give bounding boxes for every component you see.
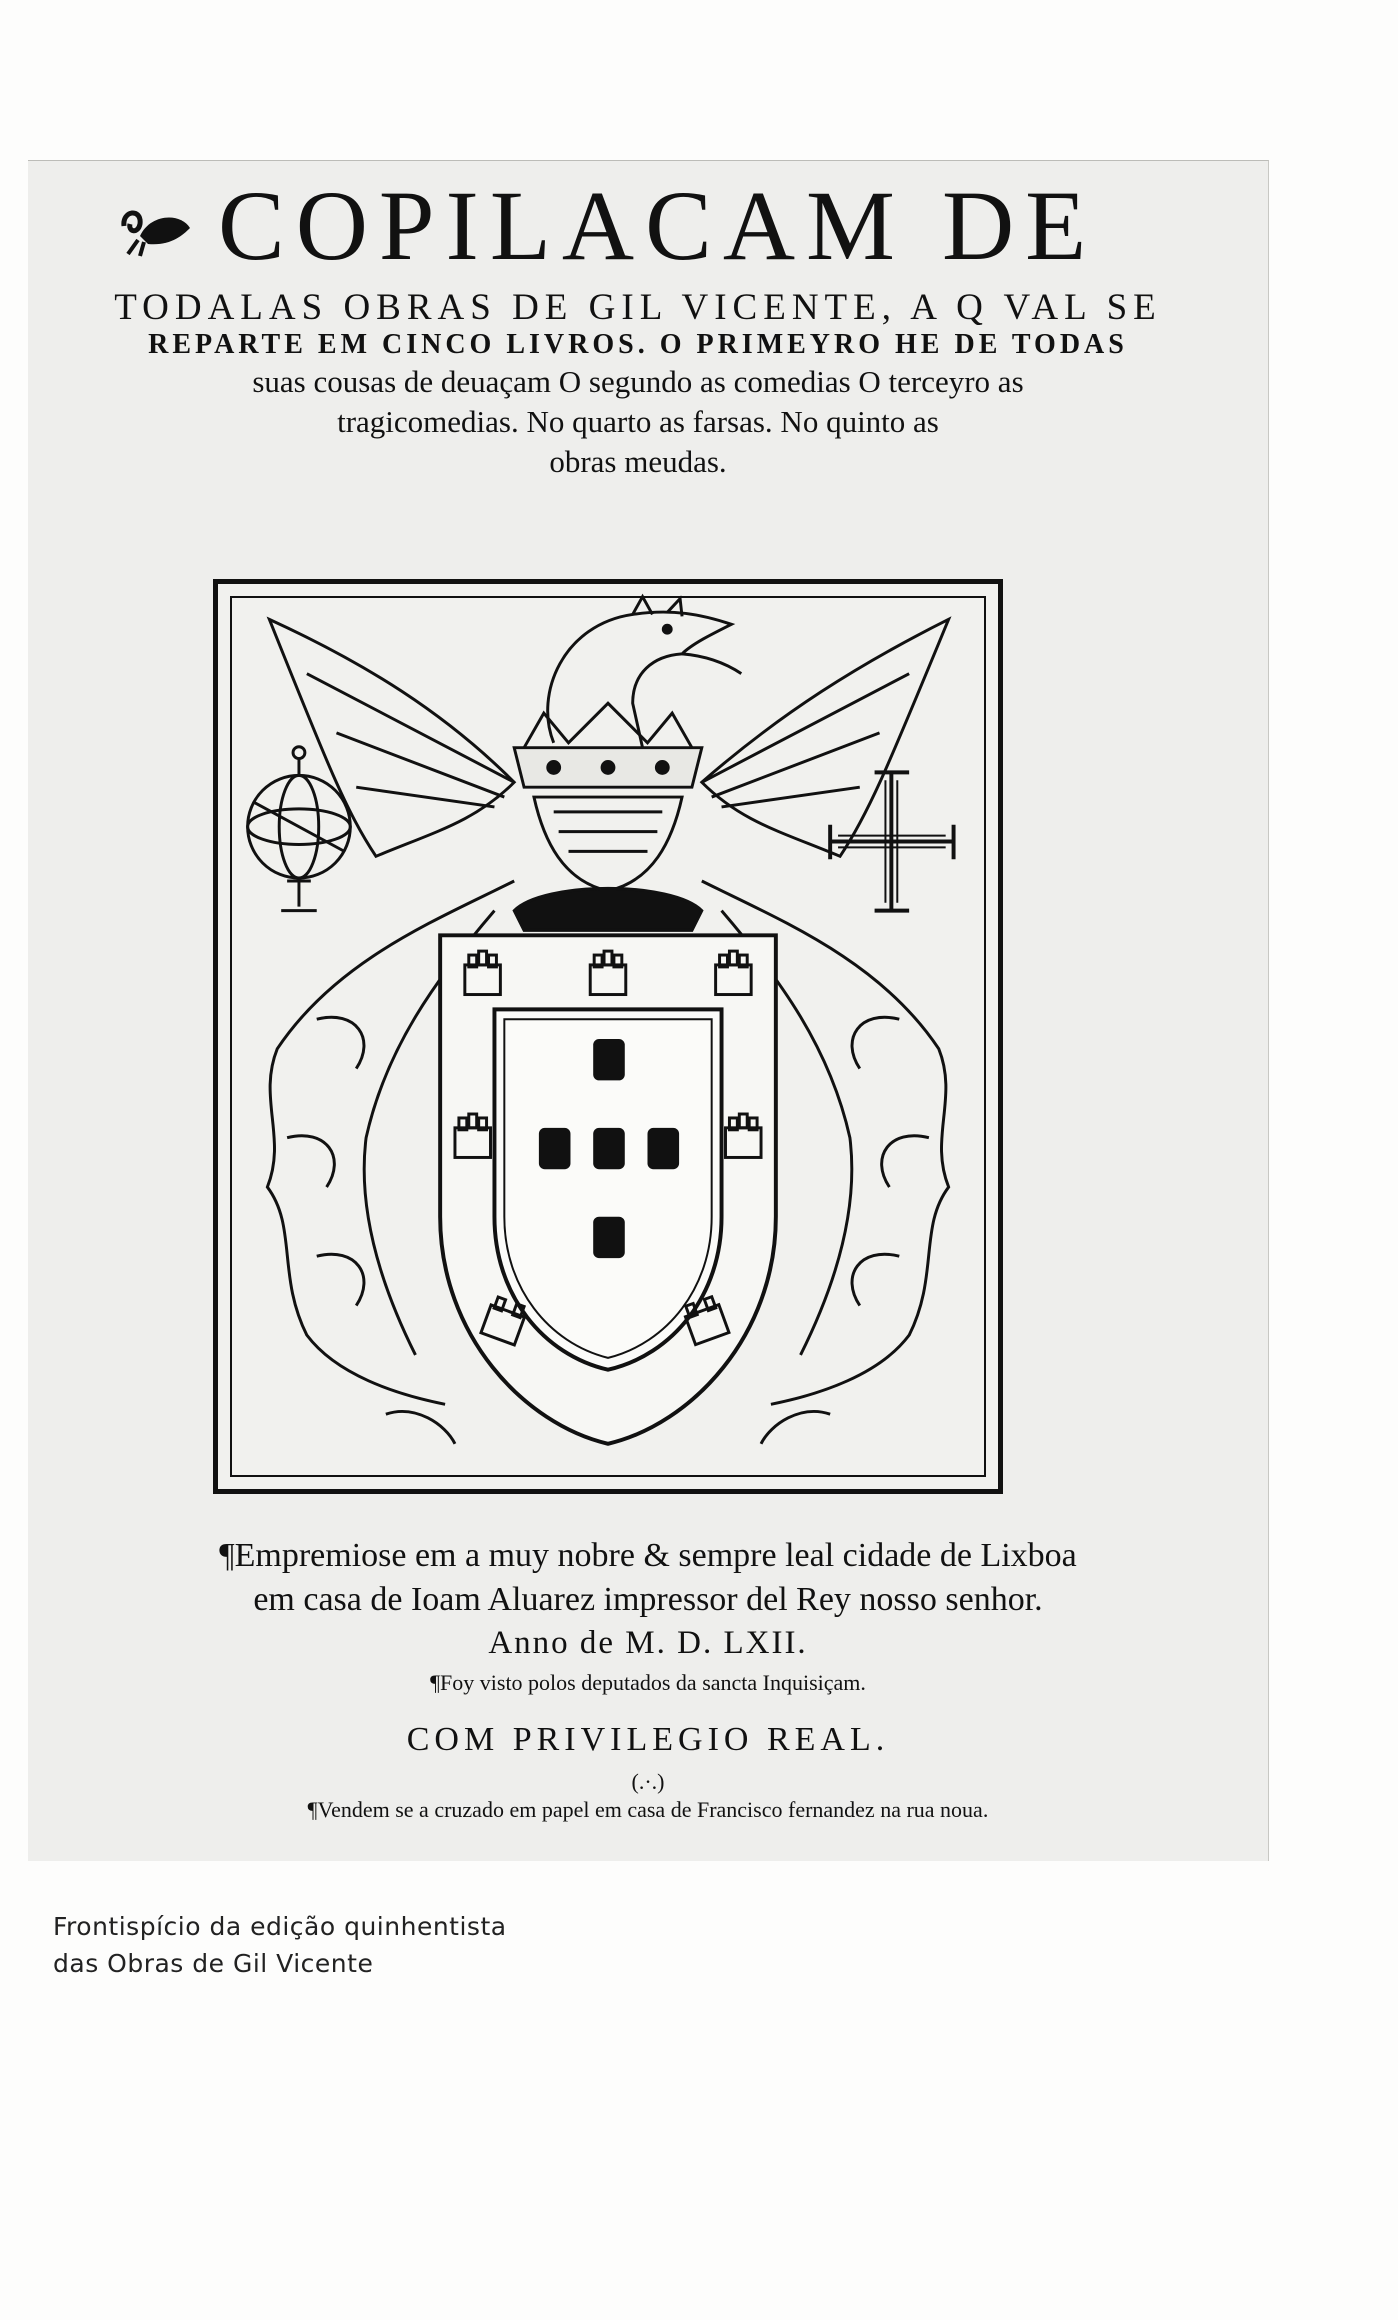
dragon-crest (548, 597, 742, 748)
royal-arms-woodcut (213, 579, 1003, 1494)
inquisition-note: ¶Foy visto polos deputados da sancta Inquisiçam. (430, 1670, 866, 1695)
crown-icon (514, 703, 702, 787)
dragon-wings (269, 619, 948, 856)
subtitle-line-5: obras meudas. (549, 444, 727, 479)
caption-line-1: Frontispício da edição quinhentista (53, 1912, 507, 1941)
printer-mark: (.·.) (631, 1769, 665, 1794)
coat-of-arms-illustration (218, 584, 998, 1489)
subtitle-line-4: tragicomedias. No quarto as farsas. No quinto as (337, 404, 939, 439)
subtitle-line-1: TODALAS OBRAS DE GIL VICENTE, A Q VAL SE (114, 287, 1162, 328)
imprint-line-2: em casa de Ioam Aluarez impressor del Rey nosso senhor. (253, 1581, 1043, 1618)
subtitle-line-3: suas cousas de deuaçam O segundo as comedias O terceyro as (252, 364, 1024, 399)
armillary-sphere-icon (248, 747, 351, 911)
title-page-plate (28, 160, 1269, 1861)
fleuron-icon (120, 196, 194, 258)
book-title: COPILACAM DE (218, 170, 1098, 281)
imprint-date: Anno de M. D. LXII. (488, 1625, 808, 1661)
figure-caption (53, 1908, 753, 1982)
imprint-line-1: ¶Empremiose em a muy nobre & sempre leal cidade de Lixboa (219, 1537, 1077, 1574)
subtitle-line-2: REPARTE EM CINCO LIVROS. O PRIMEYRO HE DE TODAS (148, 329, 1128, 360)
royal-privilege: COM PRIVILEGIO REAL. (406, 1721, 890, 1758)
caption-line-2: das Obras de Gil Vicente (53, 1949, 374, 1978)
sale-note: ¶Vendem se a cruzado em papel em casa de Francisco fernandez na rua noua. (307, 1797, 989, 1822)
shield (440, 935, 776, 1443)
helm (514, 797, 702, 930)
